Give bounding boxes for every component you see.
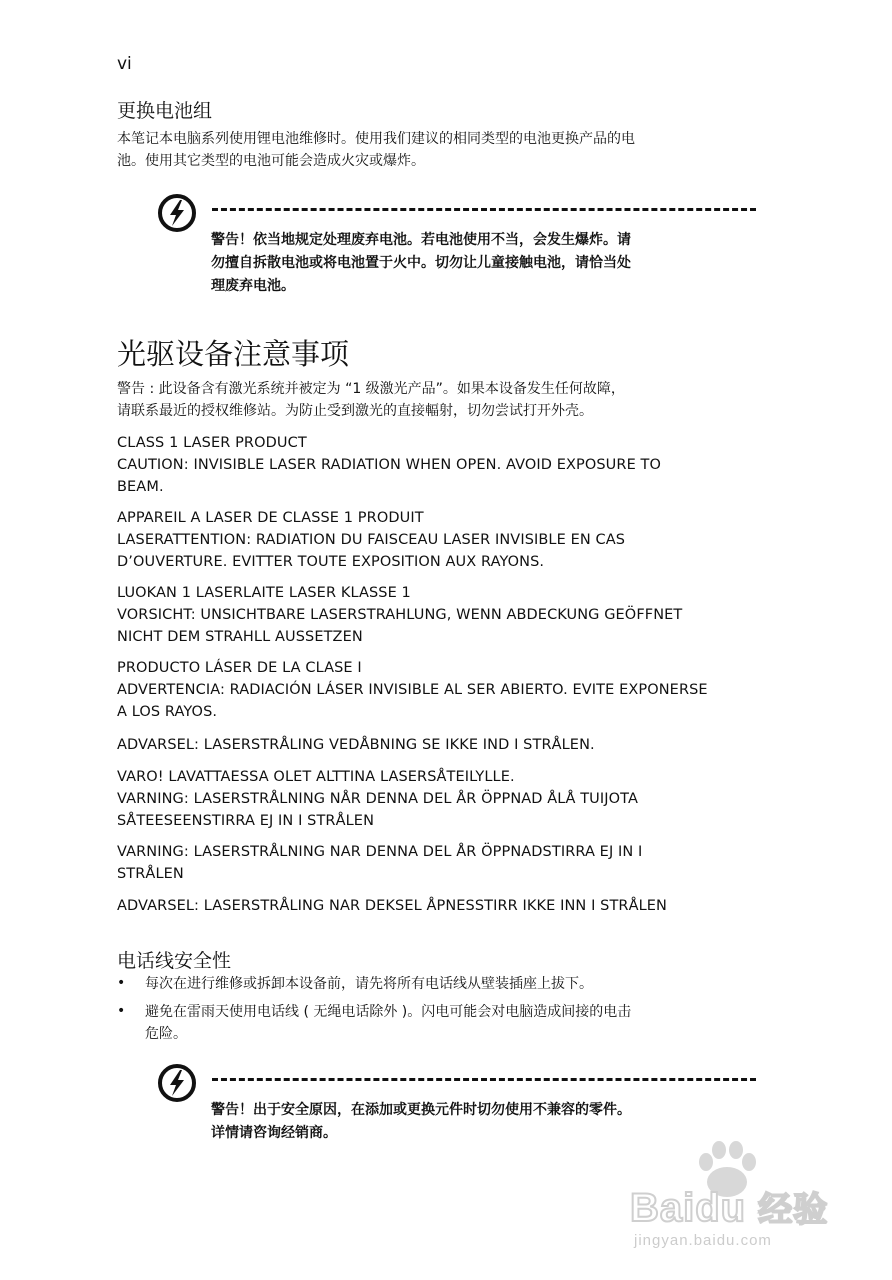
- warning-lightning-icon: [157, 193, 197, 233]
- optical-intro-line: 请联系最近的授权维修站。为防止受到激光的直接輻射，切勿尝试打开外壳。: [117, 403, 593, 419]
- laser-line: D’OUVERTURE. EVITTER TOUTE EXPOSITION AUX RAYONS.: [117, 554, 545, 570]
- baidu-jingyan-watermark: [630, 1140, 860, 1250]
- laser-line: STRÅLEN: [117, 866, 184, 882]
- battery-warning-line: 警告！依当地规定处理废弃电池。若电池使用不当，会发生爆炸。请: [211, 232, 631, 248]
- battery-section-title: 更换电池组: [117, 100, 213, 122]
- phone-section-title: 电话线安全性: [117, 950, 232, 972]
- laser-line: ADVARSEL: LASERSTRÅLING NAR DEKSEL ÅPNESSTIRR IKKE INN I STRÅLEN: [117, 898, 668, 914]
- optical-section-title: 光驱设备注意事项: [117, 337, 350, 371]
- phone-bullet-line: 每次在进行维修或拆卸本设备前，请先将所有电话线从壁装插座上拔下。: [145, 976, 593, 992]
- laser-line: ADVERTENCIA: RADIACIÓN LÁSER INVISIBLE AL SER ABIERTO. EVITE EXPONERSE: [117, 682, 708, 698]
- laser-block-en: [117, 432, 777, 498]
- laser-line: VARO! LAVATTAESSA OLET ALTTINA LASERSÅTEILYLLE.: [117, 769, 515, 785]
- battery-warning: [211, 229, 751, 298]
- phone-warning-line: 详情请咨询经销商。: [211, 1125, 337, 1141]
- laser-line: LUOKAN 1 LASERLAITE LASER KLASSE 1: [117, 585, 411, 601]
- battery-warning-line: 理废弃电池。: [211, 278, 295, 294]
- phone-warning: [211, 1099, 751, 1145]
- laser-block-da: [117, 734, 777, 756]
- laser-block-de: [117, 582, 777, 648]
- laser-line: VARNING: LASERSTRÅLNING NAR DENNA DEL ÅR ÖPPNADSTIRRA EJ IN I: [117, 844, 643, 860]
- laser-line: SÅTEESEENSTIRRA EJ IN I STRÅLEN: [117, 813, 375, 829]
- phone-warning-line: 警告！出于安全原因，在添加或更换元件时切勿使用不兼容的零件。: [211, 1102, 631, 1118]
- laser-line: VARNING: LASERSTRÅLNING NÅR DENNA DEL ÅR ÖPPNAD ÅLÅ TUIJOTA: [117, 791, 638, 807]
- warning-divider: [212, 1078, 756, 1081]
- battery-body-line: 池。使用其它类型的电池可能会造成火灾或爆炸。: [117, 153, 425, 169]
- laser-block-fi-sv: [117, 766, 777, 832]
- battery-body: [117, 128, 767, 172]
- phone-bullet-line: 避免在雷雨天使用电话线 ( 无绳电话除外 )。闪电可能会对电脑造成间接的电击: [145, 1004, 632, 1020]
- phone-bullet-item: [145, 1001, 755, 1045]
- laser-block-no: [117, 895, 777, 917]
- phone-bullet-line: 危险。: [145, 1026, 187, 1042]
- optical-intro-line: 警告 : 此设备含有激光系统并被定为 “1 级激光产品”。如果本设备发生任何故障，: [117, 381, 625, 397]
- bullet-marker: •: [117, 1003, 126, 1019]
- warning-lightning-icon: [157, 1063, 197, 1103]
- laser-block-es: [117, 657, 777, 723]
- laser-line: APPAREIL A LASER DE CLASSE 1 PRODUIT: [117, 510, 424, 526]
- watermark-brand-cn: 经验: [758, 1191, 829, 1229]
- warning-divider: [212, 208, 756, 211]
- laser-block-sv: [117, 841, 777, 885]
- phone-bullet-item: [145, 973, 755, 995]
- watermark-brand: Bai: [630, 1186, 696, 1230]
- bullet-marker: •: [117, 975, 126, 991]
- laser-line: A LOS RAYOS.: [117, 704, 218, 720]
- laser-block-fr: [117, 507, 777, 573]
- page-number: vi: [117, 54, 132, 74]
- laser-line: NICHT DEM STRAHLL AUSSETZEN: [117, 629, 363, 645]
- laser-line: CLASS 1 LASER PRODUCT: [117, 435, 307, 451]
- laser-line: VORSICHT: UNSICHTBARE LASERSTRAHLUNG, WENN ABDECKUNG GEÖFFNET: [117, 607, 683, 623]
- watermark-brand-du: du: [695, 1186, 747, 1230]
- battery-warning-line: 勿擅自拆散电池或将电池置于火中。切勿让儿童接触电池，请恰当处: [211, 255, 631, 271]
- laser-line: PRODUCTO LÁSER DE LA CLASE I: [117, 660, 362, 676]
- watermark-url: jingyan.baidu.com: [634, 1232, 772, 1249]
- battery-body-line: 本笔记本电脑系列使用锂电池维修时。使用我们建议的相同类型的电池更换产品的电: [117, 131, 635, 147]
- laser-line: BEAM.: [117, 479, 164, 495]
- laser-line: CAUTION: INVISIBLE LASER RADIATION WHEN OPEN. AVOID EXPOSURE TO: [117, 457, 662, 473]
- laser-line: ADVARSEL: LASERSTRÅLING VEDÅBNING SE IKKE IND I STRÅLEN.: [117, 737, 595, 753]
- optical-intro: [117, 378, 767, 422]
- laser-line: LASERATTENTION: RADIATION DU FAISCEAU LASER INVISIBLE EN CAS: [117, 532, 626, 548]
